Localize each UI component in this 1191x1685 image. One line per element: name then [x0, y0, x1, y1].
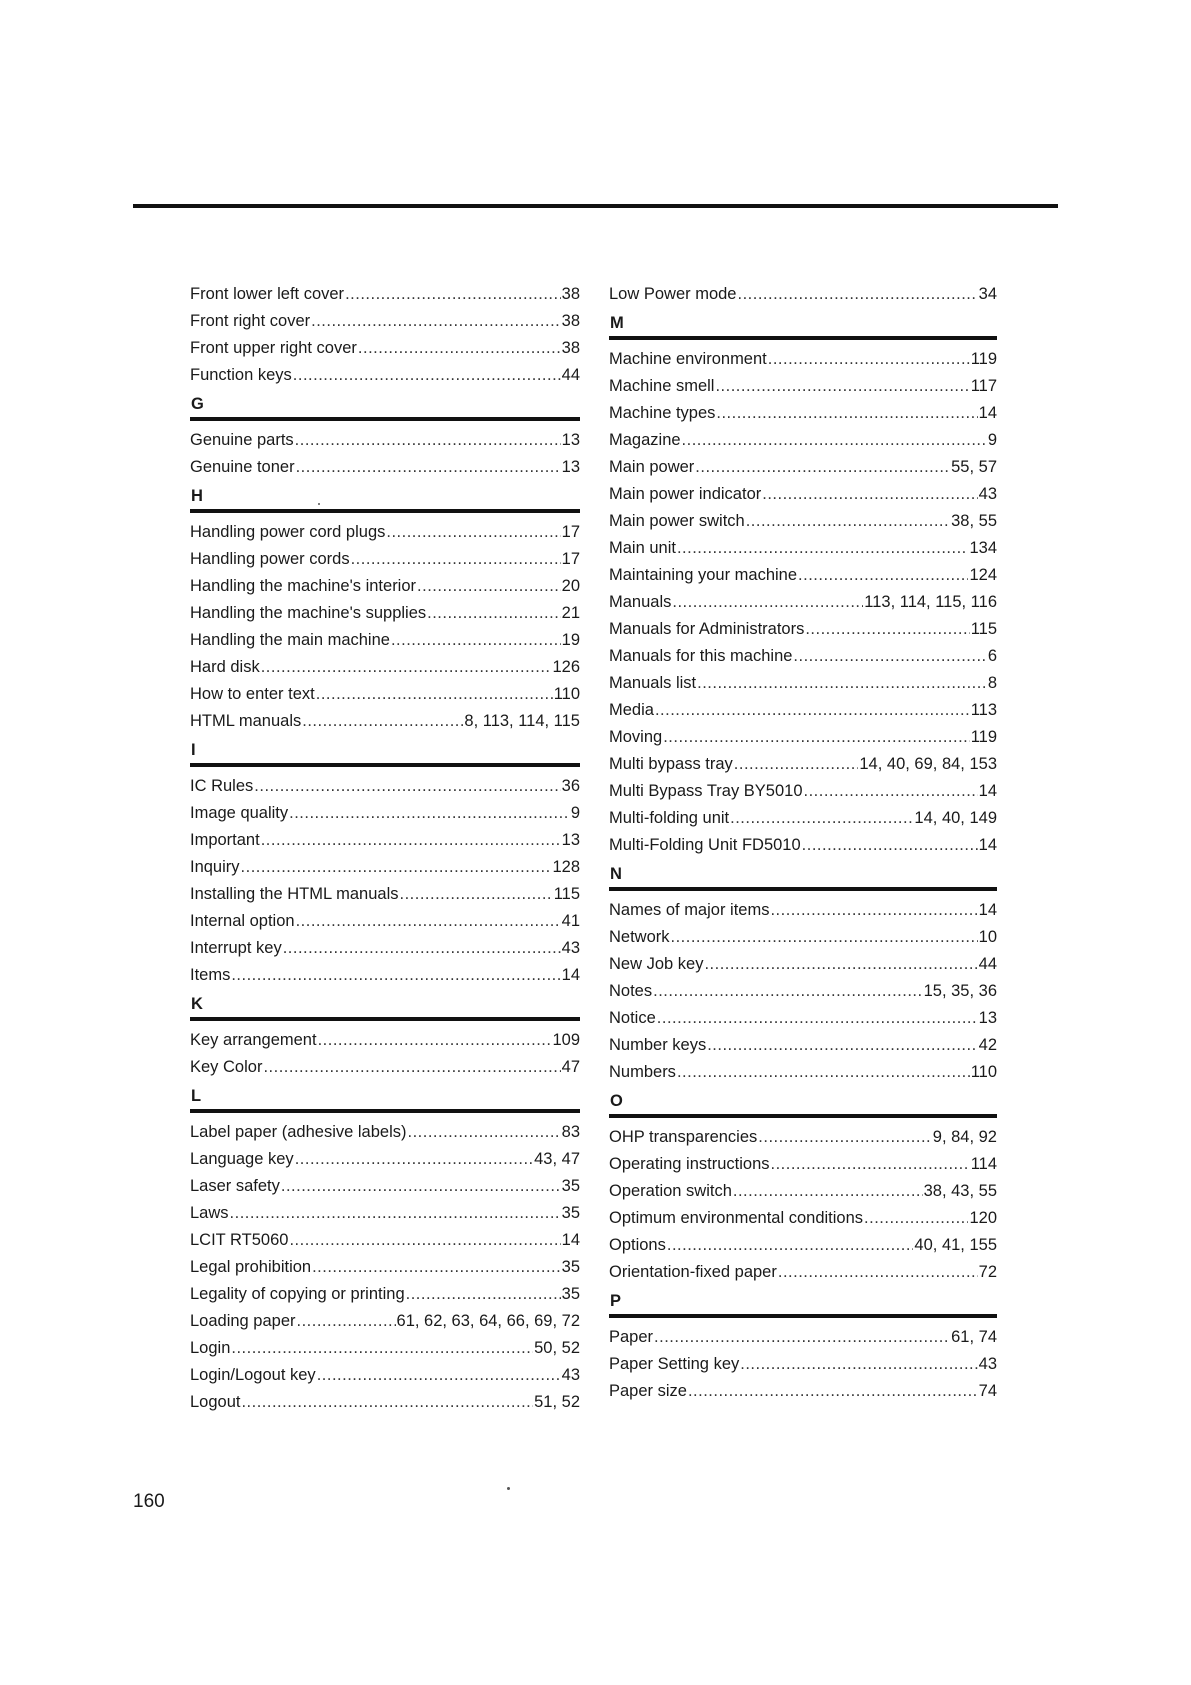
entry-term: Paper: [609, 1328, 654, 1346]
entry-pages: 44: [978, 955, 997, 973]
entry-term: Label paper (adhesive labels): [190, 1123, 407, 1141]
section-heading: L: [190, 1081, 580, 1113]
index-entry: [609, 1351, 997, 1378]
entry-term: Media: [609, 701, 654, 719]
index-entry: [609, 589, 997, 616]
entry-pages: 50, 52: [534, 1339, 580, 1357]
scan-speck: [507, 1487, 510, 1490]
entry-term: Main power: [609, 458, 695, 476]
dot-leader: [261, 654, 552, 681]
entry-pages: 128: [552, 858, 580, 876]
index-entry: [190, 1146, 580, 1173]
entry-term: HTML manuals: [190, 712, 302, 730]
dot-leader: [682, 427, 987, 454]
section-heading: H: [190, 481, 580, 513]
entry-pages: 124: [969, 566, 997, 584]
entry-pages: 35: [561, 1258, 580, 1276]
entry-term: Handling power cord plugs: [190, 523, 386, 541]
entry-pages: 120: [969, 1209, 997, 1227]
index-entry: [609, 1005, 997, 1032]
entry-pages: 10: [978, 928, 997, 946]
entry-pages: 61, 62, 63, 64, 66, 69, 72: [396, 1312, 580, 1330]
entry-term: Hard disk: [190, 658, 260, 676]
dot-leader: [263, 1054, 560, 1081]
dot-leader: [715, 373, 969, 400]
entry-term: Legality of copying or printing: [190, 1285, 405, 1303]
index-entry: [190, 708, 580, 735]
index-entry: [609, 616, 997, 643]
index-entry: [190, 308, 580, 335]
dot-leader: [231, 1335, 533, 1362]
entry-term: Internal option: [190, 912, 295, 930]
dot-leader: [407, 1119, 560, 1146]
dot-leader: [655, 697, 970, 724]
index-entry: [609, 1324, 997, 1351]
entry-pages: 13: [561, 431, 580, 449]
entry-term: Number keys: [609, 1036, 707, 1054]
index-entry: [609, 643, 997, 670]
entry-pages: 8: [987, 674, 997, 692]
dot-leader: [704, 951, 977, 978]
dot-leader: [864, 1205, 968, 1232]
dot-leader: [730, 805, 913, 832]
entry-pages: 113: [970, 701, 997, 719]
entry-term: Important: [190, 831, 260, 849]
entry-term: LCIT RT5060: [190, 1231, 289, 1249]
index-entry: [609, 751, 997, 778]
entry-pages: 114: [970, 1155, 997, 1173]
entry-term: How to enter text: [190, 685, 315, 703]
entry-term: Legal prohibition: [190, 1258, 312, 1276]
index-entry: [190, 854, 580, 881]
dot-leader: [671, 924, 978, 951]
dot-leader: [241, 1389, 533, 1416]
entry-pages: 38, 43, 55: [923, 1182, 997, 1200]
entry-term: OHP transparencies: [609, 1128, 758, 1146]
index-entry: [190, 362, 580, 389]
dot-leader: [296, 454, 561, 481]
index-entry: [190, 962, 580, 989]
entry-pages: 13: [561, 458, 580, 476]
dot-leader: [695, 454, 950, 481]
index-entry: [190, 800, 580, 827]
dot-leader: [740, 1351, 977, 1378]
entry-pages: 119: [970, 350, 997, 368]
index-entry: [609, 1378, 997, 1405]
dot-leader: [406, 1281, 561, 1308]
entry-pages: 35: [561, 1285, 580, 1303]
entry-term: Paper size: [609, 1382, 687, 1400]
entry-term: Machine types: [609, 404, 716, 422]
entry-pages: 42: [978, 1036, 997, 1054]
entry-term: Key Color: [190, 1058, 263, 1076]
dot-leader: [804, 778, 978, 805]
dot-leader: [254, 773, 560, 800]
dot-leader: [295, 1146, 533, 1173]
dot-leader: [667, 1232, 914, 1259]
entry-pages: 20: [561, 577, 580, 595]
entry-term: Laws: [190, 1204, 229, 1222]
index-entry: [190, 1254, 580, 1281]
index-entry: [190, 335, 580, 362]
entry-pages: 9: [570, 804, 580, 822]
index-entry: [609, 346, 997, 373]
entry-pages: 43: [561, 1366, 580, 1384]
entry-term: Names of major items: [609, 901, 770, 919]
entry-term: Genuine parts: [190, 431, 294, 449]
entry-pages: 44: [561, 366, 580, 384]
dot-leader: [778, 1259, 978, 1286]
dot-leader: [231, 962, 560, 989]
entry-pages: 15, 35, 36: [923, 982, 997, 1000]
index-entry: [609, 951, 997, 978]
entry-pages: 14: [978, 782, 997, 800]
entry-term: Orientation-fixed paper: [609, 1263, 777, 1281]
dot-leader: [241, 854, 552, 881]
entry-pages: 14: [561, 1231, 580, 1249]
dot-leader: [296, 908, 561, 935]
index-entry: [609, 281, 997, 308]
index-entry: [609, 454, 997, 481]
entry-pages: 51, 52: [534, 1393, 580, 1411]
entry-pages: 83: [561, 1123, 580, 1141]
dot-leader: [386, 519, 560, 546]
entry-pages: 41: [561, 912, 580, 930]
entry-pages: 115: [553, 885, 580, 903]
entry-pages: 47: [561, 1058, 580, 1076]
index-entry: [609, 1178, 997, 1205]
entry-term: Handling power cords: [190, 550, 350, 568]
dot-leader: [716, 400, 977, 427]
entry-pages: 61, 74: [951, 1328, 997, 1346]
dot-leader: [295, 427, 561, 454]
index-entry: [609, 1259, 997, 1286]
entry-term: Handling the main machine: [190, 631, 390, 649]
section-heading: P: [609, 1286, 997, 1318]
entry-pages: 17: [561, 523, 580, 541]
entry-pages: 115: [970, 620, 997, 638]
index-entry: [190, 627, 580, 654]
index-entry: [190, 1200, 580, 1227]
entry-pages: 36: [561, 777, 580, 795]
index-entry: [609, 1032, 997, 1059]
index-entry: [609, 832, 997, 859]
index-entry: [190, 1027, 580, 1054]
dot-leader: [688, 1378, 978, 1405]
entry-pages: 72: [978, 1263, 997, 1281]
entry-term: Main power switch: [609, 512, 745, 530]
dot-leader: [318, 1027, 552, 1054]
entry-term: Items: [190, 966, 231, 984]
entry-term: Machine environment: [609, 350, 767, 368]
entry-pages: 110: [553, 685, 580, 703]
entry-term: Handling the machine's supplies: [190, 604, 427, 622]
page-number: 160: [133, 1491, 165, 1512]
entry-term: Manuals: [609, 593, 672, 611]
dot-leader: [677, 1059, 970, 1086]
entry-pages: 14: [561, 966, 580, 984]
entry-term: Manuals for Administrators: [609, 620, 805, 638]
dot-leader: [793, 643, 986, 670]
index-entry: [190, 654, 580, 681]
dot-leader: [677, 535, 969, 562]
index-entry: [609, 481, 997, 508]
dot-leader: [391, 627, 561, 654]
entry-pages: 19: [561, 631, 580, 649]
dot-leader: [802, 832, 978, 859]
entry-pages: 9: [987, 431, 997, 449]
index-entry: [190, 600, 580, 627]
dot-leader: [768, 346, 970, 373]
index-entry: [609, 697, 997, 724]
entry-pages: 74: [978, 1382, 997, 1400]
dot-leader: [654, 1324, 950, 1351]
dot-leader: [762, 481, 977, 508]
index-entry: [609, 1232, 997, 1259]
index-entry: [190, 454, 580, 481]
index-entry: [190, 1173, 580, 1200]
entry-term: Multi-folding unit: [609, 809, 730, 827]
index-entry: [609, 978, 997, 1005]
index-entry: [190, 1335, 580, 1362]
entry-pages: 21: [561, 604, 580, 622]
entry-pages: 43: [978, 485, 997, 503]
entry-term: Main unit: [609, 539, 676, 557]
entry-term: Options: [609, 1236, 666, 1254]
dot-leader: [302, 708, 463, 735]
entry-pages: 117: [970, 377, 997, 395]
index-entry: [190, 773, 580, 800]
section-heading: O: [609, 1086, 997, 1118]
index-entry: [609, 1124, 997, 1151]
entry-pages: 43: [561, 939, 580, 957]
dot-leader: [297, 1308, 396, 1335]
dot-leader: [345, 281, 561, 308]
entry-term: Manuals for this machine: [609, 647, 793, 665]
entry-pages: 14, 40, 69, 84, 153: [859, 755, 997, 773]
entry-pages: 6: [987, 647, 997, 665]
dot-leader: [261, 827, 561, 854]
dot-leader: [293, 362, 561, 389]
entry-term: Inquiry: [190, 858, 240, 876]
entry-pages: 38: [561, 312, 580, 330]
entry-pages: 13: [978, 1009, 997, 1027]
entry-term: Multi Bypass Tray BY5010: [609, 782, 803, 800]
dot-leader: [672, 589, 863, 616]
section-heading: G: [190, 389, 580, 421]
entry-term: Login/Logout key: [190, 1366, 316, 1384]
index-entry: [190, 281, 580, 308]
dot-leader: [289, 1227, 560, 1254]
entry-term: New Job key: [609, 955, 704, 973]
dot-leader: [281, 1173, 561, 1200]
index-entry: [609, 400, 997, 427]
dot-leader: [230, 1200, 561, 1227]
entry-term: Laser safety: [190, 1177, 280, 1195]
index-entry: [190, 1308, 580, 1335]
entry-pages: 109: [552, 1031, 580, 1049]
index-entry: [190, 1281, 580, 1308]
index-entry: [190, 1119, 580, 1146]
index-entry: [609, 373, 997, 400]
index-entry: [190, 908, 580, 935]
entry-pages: 17: [561, 550, 580, 568]
entry-term: Optimum environmental conditions: [609, 1209, 864, 1227]
entry-pages: 43, 47: [534, 1150, 580, 1168]
index-entry: [609, 778, 997, 805]
index-column-right: [609, 281, 997, 1405]
section-heading: M: [609, 308, 997, 340]
entry-pages: 134: [969, 539, 997, 557]
index-entry: [609, 724, 997, 751]
entry-term: Logout: [190, 1393, 241, 1411]
index-entry: [190, 546, 580, 573]
dot-leader: [733, 1178, 923, 1205]
dot-leader: [358, 335, 561, 362]
entry-term: Maintaining your machine: [609, 566, 798, 584]
entry-term: Language key: [190, 1150, 294, 1168]
entry-pages: 14, 40, 149: [914, 809, 997, 827]
entry-pages: 43: [978, 1355, 997, 1373]
index-entry: [609, 670, 997, 697]
dot-leader: [657, 1005, 978, 1032]
entry-term: Key arrangement: [190, 1031, 317, 1049]
index-entry: [190, 935, 580, 962]
index-entry: [190, 1054, 580, 1081]
entry-pages: 119: [970, 728, 997, 746]
dot-leader: [805, 616, 969, 643]
index-entry: [609, 1151, 997, 1178]
index-entry: [190, 1389, 580, 1416]
entry-term: Numbers: [609, 1063, 676, 1081]
entry-term: Front upper right cover: [190, 339, 357, 357]
dot-leader: [417, 573, 561, 600]
entry-pages: 38, 55: [951, 512, 997, 530]
entry-term: Notes: [609, 982, 653, 1000]
entry-term: Installing the HTML manuals: [190, 885, 399, 903]
index-entry: [609, 427, 997, 454]
dot-leader: [316, 681, 553, 708]
dot-leader: [289, 800, 570, 827]
entry-term: Manuals list: [609, 674, 697, 692]
entry-pages: 35: [561, 1204, 580, 1222]
index-entry: [190, 1362, 580, 1389]
index-entry: [609, 805, 997, 832]
dot-leader: [427, 600, 561, 627]
entry-pages: 14: [978, 901, 997, 919]
entry-pages: 55, 57: [951, 458, 997, 476]
entry-pages: 113, 114, 115, 116: [864, 593, 997, 611]
entry-term: IC Rules: [190, 777, 254, 795]
dot-leader: [770, 897, 977, 924]
index-column-left: [190, 281, 580, 1416]
dot-leader: [707, 1032, 977, 1059]
index-entry: [609, 508, 997, 535]
entry-term: Login: [190, 1339, 231, 1357]
index-entry: [609, 562, 997, 589]
index-entry: [190, 881, 580, 908]
scan-speck: [318, 503, 320, 505]
index-entry: [190, 573, 580, 600]
section-heading: K: [190, 989, 580, 1021]
section-heading: I: [190, 735, 580, 767]
entry-pages: 40, 41, 155: [914, 1236, 997, 1254]
index-entry: [609, 924, 997, 951]
dot-leader: [283, 935, 561, 962]
entry-pages: 34: [978, 285, 997, 303]
dot-leader: [317, 1362, 561, 1389]
dot-leader: [653, 978, 922, 1005]
entry-pages: 38: [561, 285, 580, 303]
entry-pages: 9, 84, 92: [932, 1128, 997, 1146]
dot-leader: [758, 1124, 931, 1151]
entry-pages: 38: [561, 339, 580, 357]
entry-term: Handling the machine's interior: [190, 577, 417, 595]
entry-term: Network: [609, 928, 670, 946]
index-entry: [609, 897, 997, 924]
entry-term: Magazine: [609, 431, 681, 449]
index-entry: [609, 1059, 997, 1086]
entry-term: Function keys: [190, 366, 292, 384]
dot-leader: [798, 562, 968, 589]
entry-term: Operating instructions: [609, 1155, 770, 1173]
entry-pages: 110: [970, 1063, 997, 1081]
entry-term: Multi bypass tray: [609, 755, 733, 773]
entry-pages: 14: [978, 836, 997, 854]
section-heading: N: [609, 859, 997, 891]
entry-term: Genuine toner: [190, 458, 295, 476]
index-entry: [190, 827, 580, 854]
entry-term: Operation switch: [609, 1182, 732, 1200]
entry-term: Machine smell: [609, 377, 715, 395]
entry-term: Low Power mode: [609, 285, 737, 303]
top-rule: [133, 204, 1058, 208]
entry-term: Main power indicator: [609, 485, 762, 503]
entry-pages: 13: [561, 831, 580, 849]
dot-leader: [311, 308, 561, 335]
dot-leader: [697, 670, 987, 697]
entry-term: Notice: [609, 1009, 656, 1027]
entry-term: Moving: [609, 728, 663, 746]
index-entry: [609, 1205, 997, 1232]
dot-leader: [351, 546, 561, 573]
index-entry: [190, 681, 580, 708]
dot-leader: [399, 881, 552, 908]
entry-term: Paper Setting key: [609, 1355, 740, 1373]
entry-term: Front lower left cover: [190, 285, 345, 303]
dot-leader: [771, 1151, 970, 1178]
entry-term: Image quality: [190, 804, 289, 822]
entry-pages: 35: [561, 1177, 580, 1195]
dot-leader: [312, 1254, 561, 1281]
entry-pages: 8, 113, 114, 115: [464, 712, 580, 730]
index-entry: [190, 1227, 580, 1254]
entry-pages: 126: [552, 658, 580, 676]
entry-term: Loading paper: [190, 1312, 296, 1330]
entry-term: Interrupt key: [190, 939, 282, 957]
entry-term: Front right cover: [190, 312, 311, 330]
index-entry: [190, 519, 580, 546]
entry-pages: 14: [978, 404, 997, 422]
entry-term: Multi-Folding Unit FD5010: [609, 836, 801, 854]
index-entry: [609, 535, 997, 562]
dot-leader: [663, 724, 969, 751]
dot-leader: [746, 508, 950, 535]
dot-leader: [737, 281, 977, 308]
index-entry: [190, 427, 580, 454]
dot-leader: [734, 751, 859, 778]
